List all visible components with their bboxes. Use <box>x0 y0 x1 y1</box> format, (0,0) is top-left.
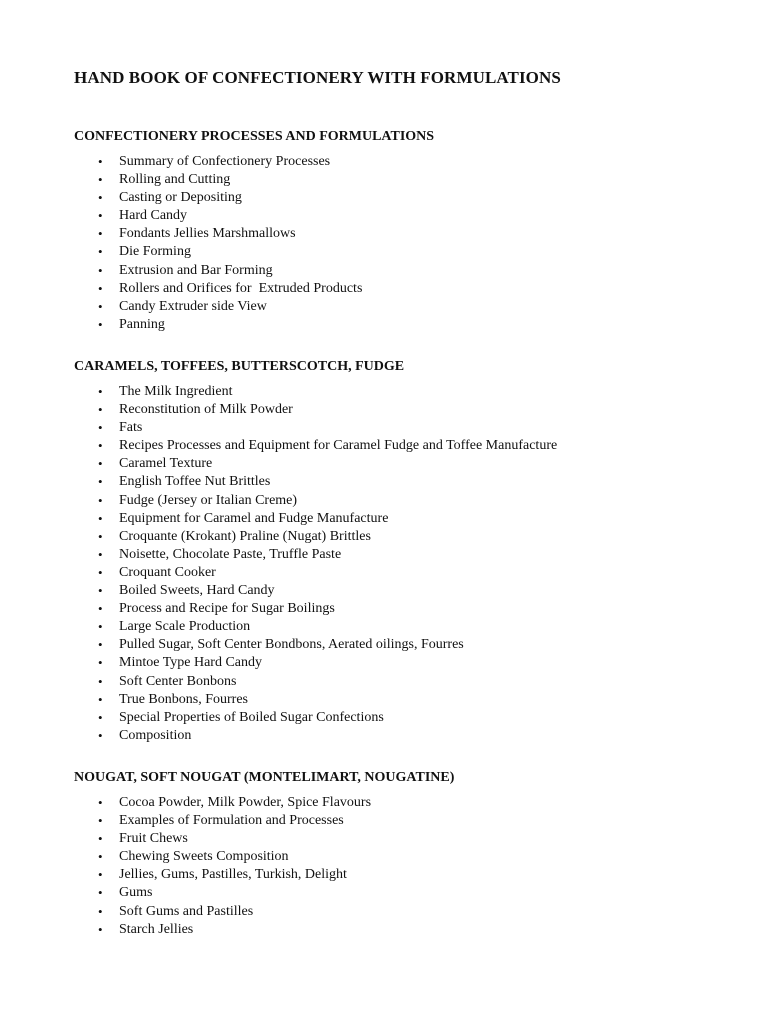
bullet-icon: • <box>98 709 103 725</box>
bullet-icon: • <box>98 564 103 580</box>
section-heading: CONFECTIONERY PROCESSES AND FORMULATIONS <box>74 129 435 144</box>
list-item-text: Examples of Formulation and Processes <box>119 813 344 829</box>
bullet-icon: • <box>98 655 103 671</box>
bullet-list <box>74 794 454 939</box>
bullet-icon: • <box>98 510 103 526</box>
list-item-text: Process and Recipe for Sugar Boilings <box>119 601 335 617</box>
list-item-text: Hard Candy <box>119 208 188 224</box>
bullet-icon: • <box>98 813 103 829</box>
list-item <box>74 492 557 510</box>
list-item <box>74 903 454 921</box>
bullet-icon: • <box>98 601 103 617</box>
list-item <box>74 171 434 189</box>
bullet-icon: • <box>98 316 103 332</box>
list-item <box>74 654 557 672</box>
list-item-text: Caramel Texture <box>119 456 213 472</box>
list-item <box>74 600 557 618</box>
list-item-text: Candy Extruder side View <box>119 298 267 314</box>
list-item <box>74 794 454 812</box>
bullet-icon: • <box>98 492 103 508</box>
list-item-text: Jellies, Gums, Pastilles, Turkish, Delight <box>119 867 347 883</box>
bullet-icon: • <box>98 673 103 689</box>
section-heading: NOUGAT, SOFT NOUGAT (MONTELIMART, NOUGATINE) <box>74 770 455 785</box>
list-item-text: Cocoa Powder, Milk Powder, Spice Flavours <box>119 795 372 810</box>
list-item-text: English Toffee Nut Brittles <box>119 474 271 490</box>
bullet-icon: • <box>98 262 103 278</box>
list-item <box>74 510 557 528</box>
list-item-text: Pulled Sugar, Soft Center Bondbons, Aerated oilings, Fourres <box>119 637 464 653</box>
bullet-icon: • <box>98 583 103 599</box>
list-item-text: Die Forming <box>119 244 191 260</box>
list-item <box>74 298 434 316</box>
list-item <box>74 383 557 401</box>
list-item-text: Fondants Jellies Marshmallows <box>119 226 296 242</box>
list-item-text: Boiled Sweets, Hard Candy <box>119 583 275 599</box>
bullet-icon: • <box>98 384 103 399</box>
bullet-icon: • <box>98 226 103 242</box>
list-item-text: Croquant Cooker <box>119 564 216 580</box>
list-item-text: Soft Gums and Pastilles <box>119 903 254 919</box>
list-item-text: Starch Jellies <box>119 921 194 937</box>
list-item-text: Gums <box>119 885 153 901</box>
bullet-icon: • <box>98 402 103 418</box>
list-item <box>74 673 557 691</box>
list-item-text: Rolling and Cutting <box>119 172 231 188</box>
list-item <box>74 316 434 334</box>
list-item <box>74 727 557 745</box>
list-item <box>74 455 557 473</box>
list-item <box>74 921 454 939</box>
list-item <box>74 280 434 298</box>
section-nougat <box>74 768 454 939</box>
bullet-icon: • <box>98 867 103 883</box>
list-item-text: Recipes Processes and Equipment for Caramel Fudge and Toffee Manufacture <box>119 438 558 454</box>
list-item <box>74 618 557 636</box>
bullet-list <box>74 153 434 334</box>
bullet-icon: • <box>98 637 103 653</box>
list-item-text: Rollers and Orifices for Extruded Products <box>119 280 363 296</box>
bullet-icon: • <box>98 849 103 865</box>
list-item-text: Summary of Confectionery Processes <box>119 154 331 169</box>
section-heading: CARAMELS, TOFFEES, BUTTERSCOTCH, FUDGE <box>74 359 405 374</box>
bullet-icon: • <box>98 727 103 743</box>
bullet-icon: • <box>98 921 103 937</box>
list-item <box>74 830 454 848</box>
bullet-icon: • <box>98 474 103 490</box>
list-item-text: Chewing Sweets Composition <box>119 849 289 865</box>
bullet-icon: • <box>98 885 103 901</box>
list-item <box>74 207 434 225</box>
list-item <box>74 189 434 207</box>
bullet-icon: • <box>98 795 103 810</box>
document-title: HAND BOOK OF CONFECTIONERY WITH FORMULATIONS <box>74 68 561 87</box>
list-item-text: Extrusion and Bar Forming <box>119 262 273 278</box>
list-item-text: Reconstitution of Milk Powder <box>119 402 293 418</box>
bullet-icon: • <box>98 619 103 635</box>
list-item <box>74 401 557 419</box>
list-item <box>74 153 434 171</box>
bullet-icon: • <box>98 190 103 206</box>
list-item-text: Noisette, Chocolate Paste, Truffle Paste <box>119 546 342 562</box>
bullet-icon: • <box>98 903 103 919</box>
bullet-icon: • <box>98 831 103 847</box>
list-item <box>74 884 454 902</box>
list-item <box>74 243 434 261</box>
list-item-text: Fruit Chews <box>119 831 188 847</box>
list-item-text: Large Scale Production <box>119 619 251 635</box>
bullet-icon: • <box>98 172 103 188</box>
list-item <box>74 812 454 830</box>
list-item <box>74 473 557 491</box>
bullet-list <box>74 383 557 745</box>
list-item-text: Soft Center Bonbons <box>119 673 237 689</box>
section-caramels-toffees <box>74 357 557 745</box>
bullet-icon: • <box>98 438 103 454</box>
list-item <box>74 419 557 437</box>
list-item <box>74 848 454 866</box>
list-item <box>74 709 557 727</box>
list-item <box>74 636 557 654</box>
list-item-text: Composition <box>119 727 192 743</box>
list-item-text: Equipment for Caramel and Fudge Manufacture <box>119 510 389 526</box>
list-item <box>74 262 434 280</box>
list-item-text: Croquante (Krokant) Praline (Nugat) Brittles <box>119 528 371 544</box>
bullet-icon: • <box>98 298 103 314</box>
list-item <box>74 866 454 884</box>
bullet-icon: • <box>98 208 103 224</box>
list-item-text: The Milk Ingredient <box>119 384 233 399</box>
bullet-icon: • <box>98 280 103 296</box>
list-item-text: Fats <box>119 420 143 436</box>
list-item-text: Panning <box>119 316 165 332</box>
bullet-icon: • <box>98 528 103 544</box>
list-item <box>74 691 557 709</box>
list-item <box>74 528 557 546</box>
list-item-text: Fudge (Jersey or Italian Creme) <box>119 492 298 508</box>
section-confectionery-processes <box>74 127 434 334</box>
bullet-icon: • <box>98 456 103 472</box>
list-item <box>74 546 557 564</box>
bullet-icon: • <box>98 244 103 260</box>
list-item-text: True Bonbons, Fourres <box>119 691 248 707</box>
list-item-text: Mintoe Type Hard Candy <box>119 655 263 671</box>
bullet-icon: • <box>98 546 103 562</box>
list-item-text: Casting or Depositing <box>119 190 242 206</box>
bullet-icon: • <box>98 154 103 169</box>
bullet-icon: • <box>98 691 103 707</box>
list-item-text: Special Properties of Boiled Sugar Confections <box>119 709 384 725</box>
list-item <box>74 437 557 455</box>
bullet-icon: • <box>98 420 103 436</box>
list-item <box>74 582 557 600</box>
list-item <box>74 564 557 582</box>
list-item <box>74 225 434 243</box>
